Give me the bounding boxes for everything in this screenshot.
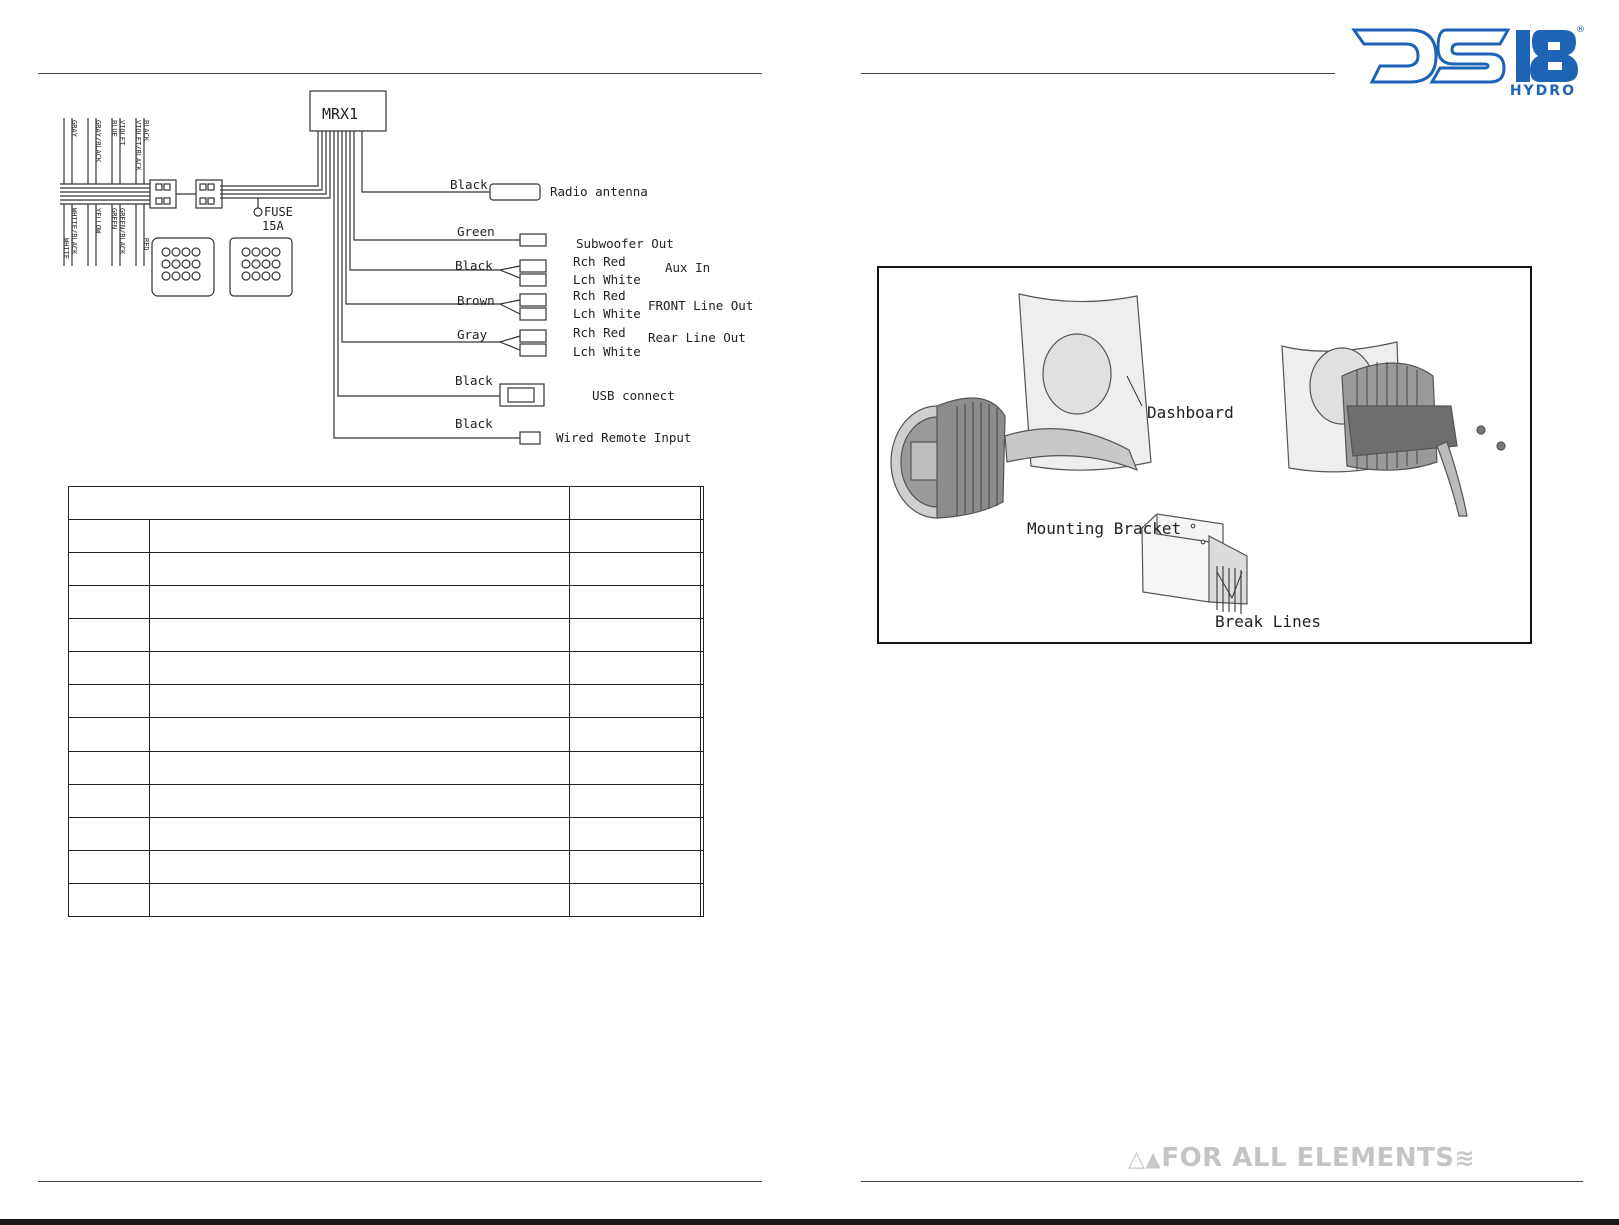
brand-logo [1350, 22, 1585, 99]
table-cell [701, 487, 704, 520]
table-cell [570, 883, 701, 916]
table-cell [150, 883, 570, 916]
table-cell [69, 718, 150, 751]
page-bottom-bar [0, 1219, 1619, 1225]
table-cell [69, 553, 150, 586]
table-cell [69, 487, 570, 520]
table-cell [570, 553, 701, 586]
footer-slogan [1128, 1143, 1475, 1173]
waves-icon: ≋ [1454, 1144, 1476, 1172]
table-cell [69, 586, 150, 619]
table-cell [69, 850, 150, 883]
wire-label-gray: GRAY [70, 120, 78, 137]
wire-color-table [68, 486, 704, 917]
table-cell [69, 883, 150, 916]
table-cell [570, 520, 701, 553]
connector-face-pins [162, 248, 280, 280]
table-cell [701, 553, 704, 586]
table-cell [570, 586, 701, 619]
table-row [69, 850, 704, 883]
table-cell [69, 520, 150, 553]
table-cell [150, 718, 570, 751]
table-cell [570, 487, 701, 520]
wire-label-blue: BLUE [110, 120, 118, 137]
wire-color-antenna: Black [450, 177, 488, 192]
table-row [69, 817, 704, 850]
table-cell [69, 652, 150, 685]
wire-label-violet: VIOLET [118, 120, 126, 146]
table-cell [701, 850, 704, 883]
wire-label-black: BLACK [142, 120, 150, 142]
label-rear-line-out: Rear Line Out [648, 330, 746, 345]
table-row [69, 652, 704, 685]
table-cell [150, 850, 570, 883]
label-front-rch: Rch Red [573, 288, 626, 303]
label-rear-lch: Lch White [573, 344, 641, 359]
table-header-row [69, 487, 704, 520]
left-footer-rule [38, 1181, 762, 1182]
fuse-rating: 15A [262, 219, 284, 233]
table-cell [701, 751, 704, 784]
table-cell [701, 784, 704, 817]
table-row [69, 784, 704, 817]
table-row [69, 520, 704, 553]
table-cell [150, 553, 570, 586]
wire-color-remote: Black [455, 416, 493, 431]
label-mounting-bracket: Mounting Bracket [1027, 519, 1182, 538]
table-row [69, 883, 704, 916]
table-cell [150, 586, 570, 619]
table-cell [570, 685, 701, 718]
label-aux-rch: Rch Red [573, 254, 626, 269]
label-subwoofer-out: Subwoofer Out [576, 236, 674, 251]
wire-color-subwoofer: Green [457, 224, 495, 239]
wire-color-aux: Black [455, 258, 493, 273]
wire-label-white-black: WHITE/BLACK [70, 208, 78, 255]
table-cell [570, 850, 701, 883]
wire-color-rear: Gray [457, 327, 488, 342]
table-cell [69, 685, 150, 718]
table-cell [150, 652, 570, 685]
table-cell [69, 784, 150, 817]
registered-mark: ® [1576, 25, 1585, 35]
label-aux-lch: Lch White [573, 272, 641, 287]
label-front-line-out: FRONT Line Out [648, 298, 754, 313]
table-cell [701, 520, 704, 553]
table-cell [69, 817, 150, 850]
table-cell [69, 751, 150, 784]
table-cell [701, 685, 704, 718]
wire-color-usb: Black [455, 373, 493, 388]
table-row [69, 718, 704, 751]
table-cell [701, 718, 704, 751]
table-cell [570, 751, 701, 784]
table-cell [150, 817, 570, 850]
table-cell [570, 619, 701, 652]
triangle-filled-icon: ▲ [1145, 1147, 1162, 1171]
triangle-outline-icon: △ [1128, 1147, 1146, 1172]
wire-label-white: WHITE [62, 238, 70, 260]
label-rear-rch: Rch Red [573, 325, 626, 340]
head-unit-label: MRX1 [322, 105, 359, 123]
table-cell [150, 520, 570, 553]
table-cell [701, 883, 704, 916]
table-cell [150, 619, 570, 652]
installation-diagram [877, 266, 1532, 644]
wire-label-green: GREEN [110, 208, 118, 230]
table-cell [701, 817, 704, 850]
left-header-rule [38, 73, 762, 74]
table-cell [570, 652, 701, 685]
table-cell [701, 652, 704, 685]
table-row [69, 619, 704, 652]
wire-label-green-black: GREEN/BLACK [118, 208, 126, 255]
table-cell [570, 817, 701, 850]
table-cell [701, 586, 704, 619]
fuse-label: FUSE [264, 205, 293, 219]
table-cell [69, 619, 150, 652]
table-row [69, 685, 704, 718]
label-usb-connect: USB connect [592, 388, 675, 403]
label-dashboard: Dashboard [1147, 403, 1234, 422]
logo-sub-text: HYDRO [1509, 83, 1576, 99]
slogan-text: FOR ALL ELEMENTS [1161, 1143, 1455, 1173]
table-row [69, 553, 704, 586]
wiring-diagram [50, 88, 770, 468]
label-front-lch: Lch White [573, 306, 641, 321]
right-header-rule [861, 73, 1335, 74]
label-wired-remote-input: Wired Remote Input [556, 430, 692, 445]
table-row [69, 586, 704, 619]
table-cell [150, 685, 570, 718]
table-cell [570, 784, 701, 817]
table-cell [150, 784, 570, 817]
wire-color-front: Brown [457, 293, 495, 308]
wire-label-yellow: YELLOW [94, 208, 102, 234]
label-radio-antenna: Radio antenna [550, 184, 648, 199]
wire-label-violet-black: VIOLET/BLACK [134, 120, 142, 171]
table-cell [701, 619, 704, 652]
right-footer-rule [861, 1181, 1583, 1182]
table-row [69, 751, 704, 784]
wire-label-red: RED [142, 238, 150, 251]
label-aux-in: Aux In [665, 260, 711, 275]
label-break-lines: Break Lines [1215, 612, 1321, 631]
table-cell [150, 751, 570, 784]
table-cell [570, 718, 701, 751]
wire-label-gray-black: GRAY/BLACK [94, 120, 102, 163]
